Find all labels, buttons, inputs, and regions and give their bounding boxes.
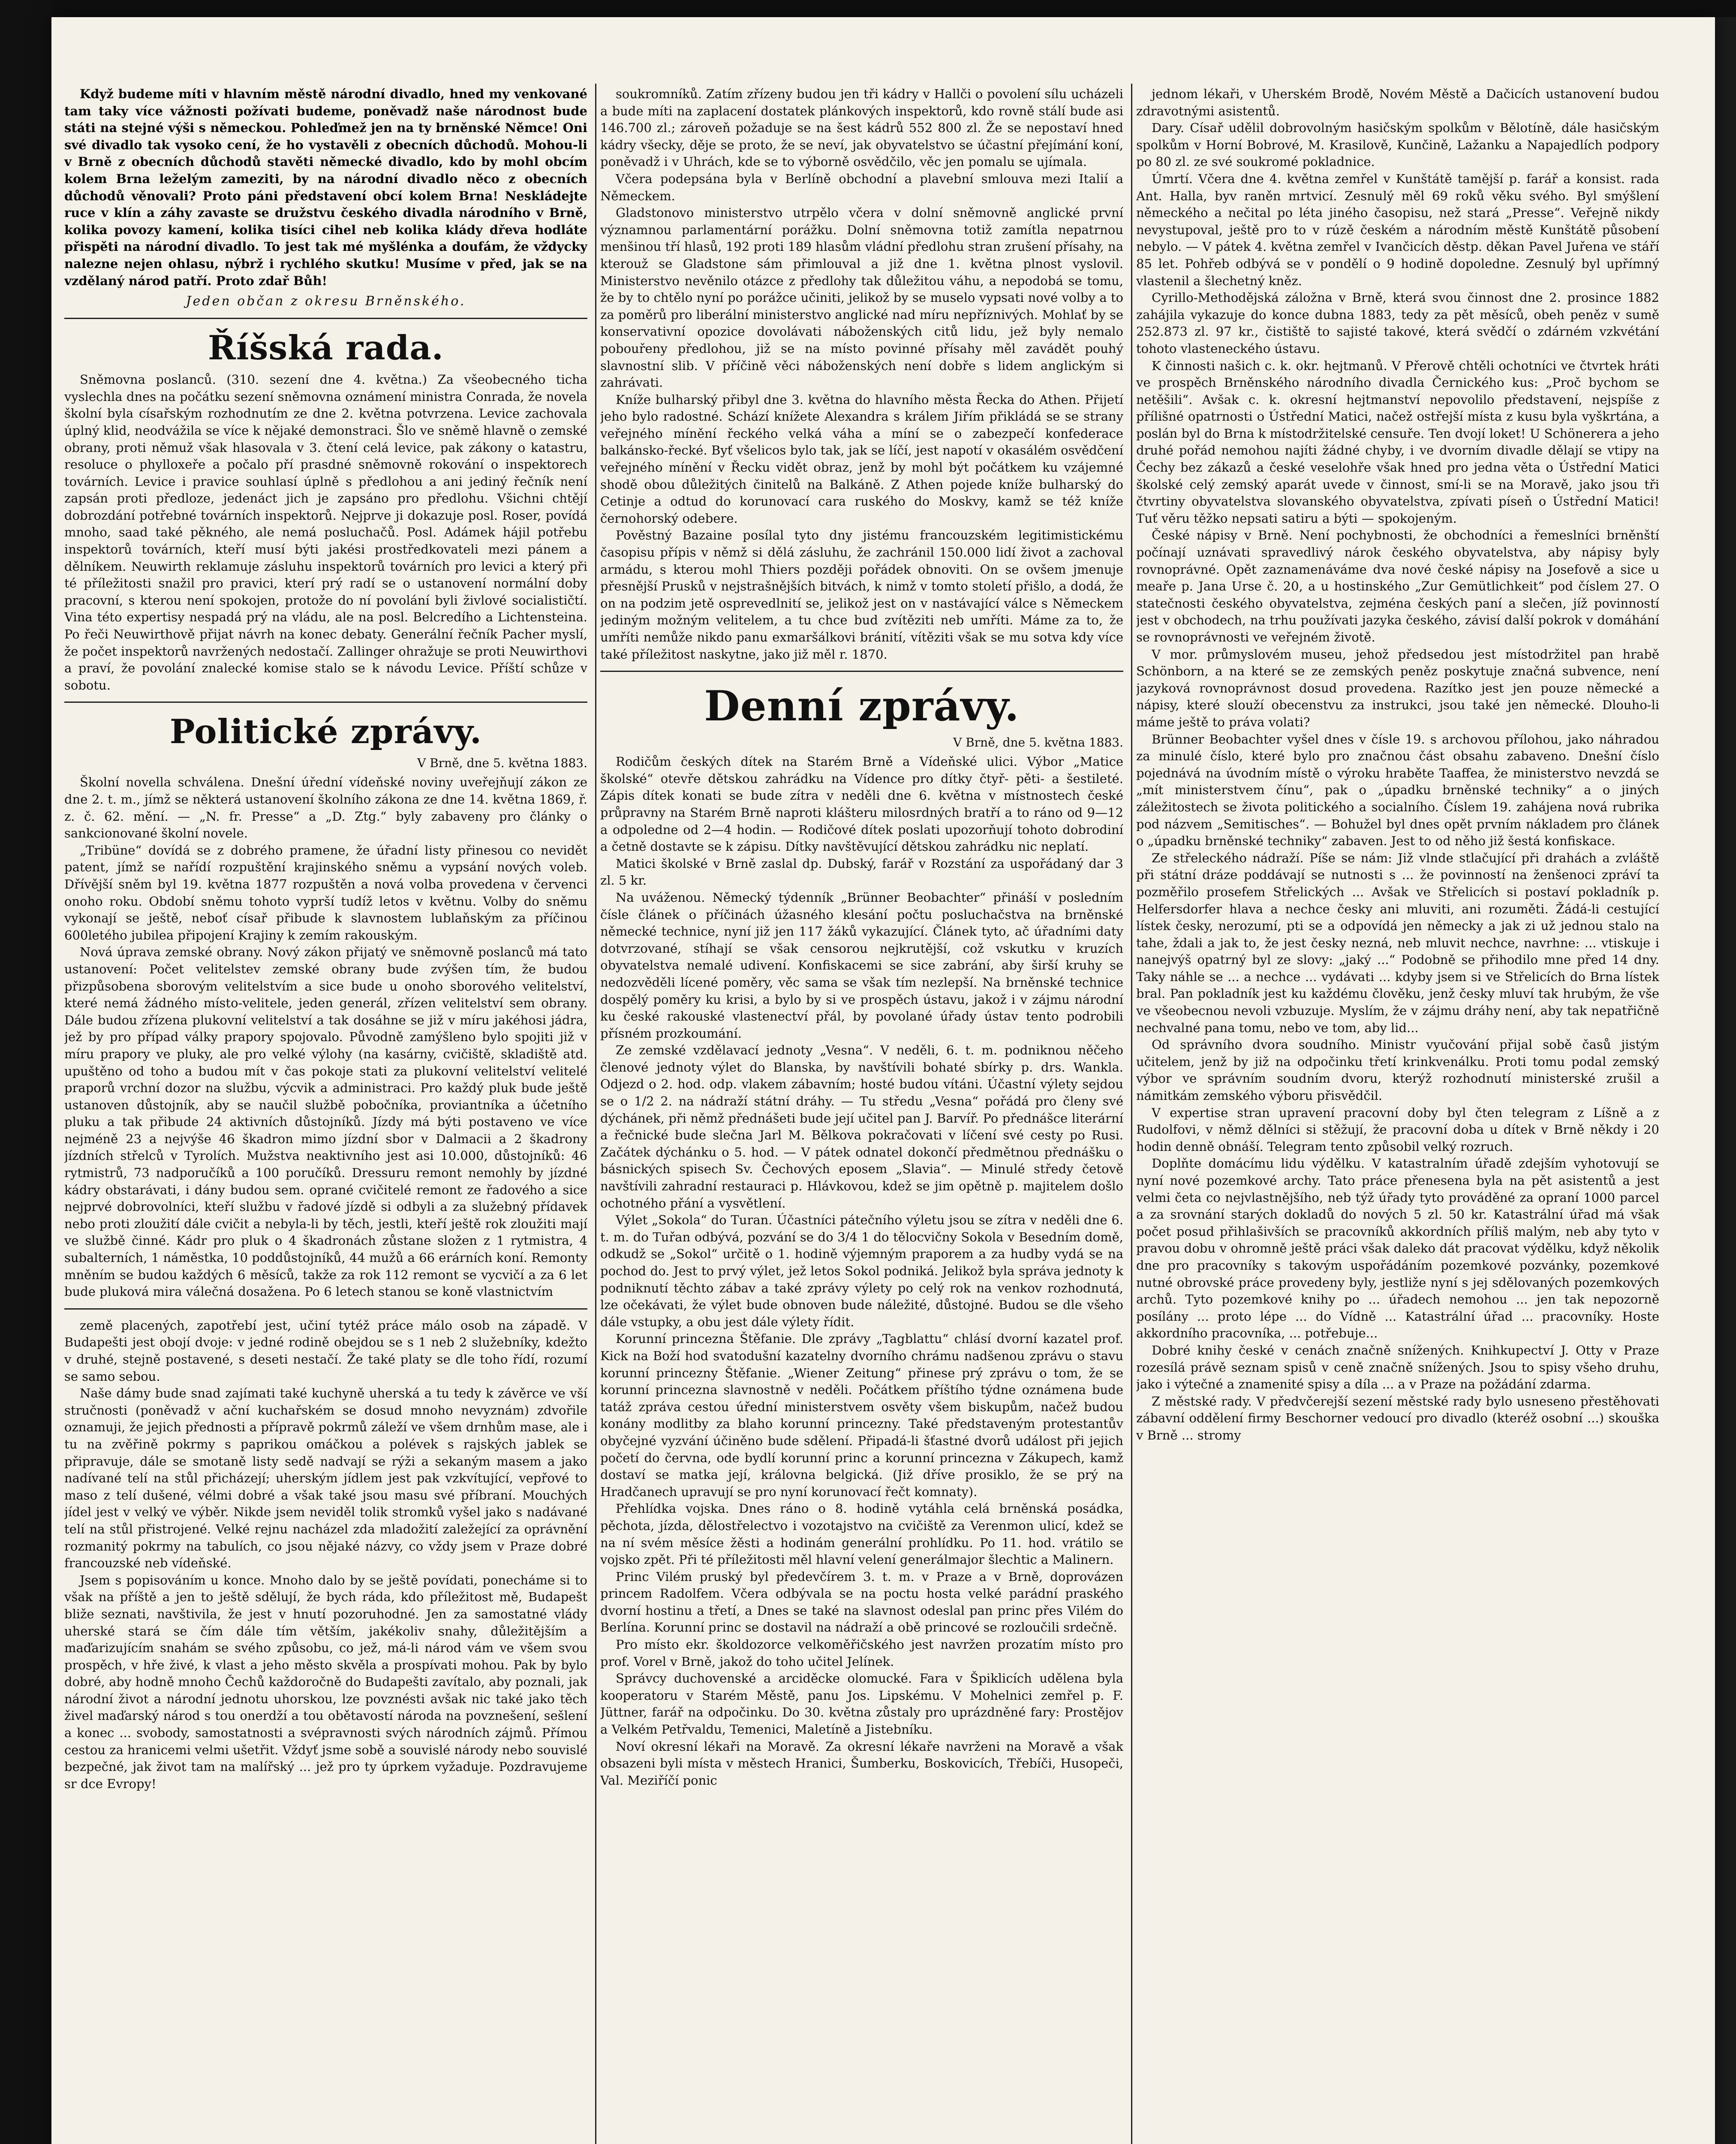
column-2	[600, 86, 1123, 2144]
article-paragraph: Od správního dvora soudního. Ministr vyučování přijal sobě časů jistým učitelem, jenž by již na odpočinku třetí krinkvenálku. Proti tomu podal zemský výbor ve správním soudním dvoru, kterýž rozhodnutí ministerské zrušil a námitkám zemského výboru přisvědčil.	[1136, 1037, 1659, 1103]
article-paragraph: Přehlídka vojska. Dnes ráno o 8. hodině vytáhla celá brněnská posádka, pěchota, jízda, dělostřelectvo i vozotajstvo na cvičiště za Verenmon ulicí, kdež se na ní svém měsíce žěsti a hodinám generální prohlídku. Po 11. hod. vrátilo se vojsko zpět. Při té příležitosti měl hlavní velení generálmajor šlechtic a Malinern.	[600, 1501, 1123, 1567]
column-3	[1136, 86, 1659, 2144]
article-paragraph: Naše dámy bude snad zajímati také kuchyně uherská a tu tedy k závěrce ve vší stručnosti (poněvadž v ační kuchařském se dosud mnoho nevyznám) zdvořile oznamuji, že jejich přednosti a přípravě pokrmů záleží ve všem drnhům mase, ale i tu na zvěřině pokrmy s paprikou omáčkou a polévek s rajských jablek se připravuje, dále se smotaně listy sedě nadvají se rýži a sekaným masem a jako nadívané telí na stůl přicházejí; uherským jídlem jest pak vzkvítující, vepřové to maso z telí dušené, vélmi dobré a však také jsou masu své příbraní. Mouchých jídel jest v velký ve výběr. Nikde jsem neviděl tolik stromků vyšel jako s nadávané telí na stůl přistrojené. Velké rejnu nacházel zda mladožití zaležející za oprávnění rozmanitý pokrmy na tabulích, co jsou nějaké názvy, co vždy jsem v Praze dobré francouzské neb vídeňské.	[64, 1386, 587, 1571]
section-heading: Politické zprávy.	[169, 712, 482, 752]
article-paragraph: Dobré knihy české v cenách značně snížených. Knihkupectví J. Otty v Praze rozesílá právě seznam spisů v ceně značně snížených. Jsou to spisy všeho druhu, jako i výtečné a znamenité spisy a díla ... a v Praze na požádání zdarma.	[1136, 1343, 1659, 1392]
article-paragraph: Nová úprava zemské obrany. Nový zákon přijatý ve sněmovně poslanců má tato ustanovení: Počet velitelstev zemské obrany bude zvýšen tím, že budou přizpůsobena sborovým velitelstvím a sice bude u onoho sborového velitelství, které nemá žádného místo-velitele, jeden generál, zřízen velitelství sem obrany. Dále budou zřízena plukovní velitelství a tak dosáhne se již v míru jakéhosi jádra, jež by pro případ války prapory spojovalo. Původně zamýšleno bylo spojiti již v míru prapory ve pluky, ale pro velké výlohy (na kasárny, cvičiště, skladiště atd. upuštěno od toho a budou mít v čas pokoje stati za plukovní velitelství velitelé praporů vrchní dozor na službu, výcvik a administraci. Pro každý pluk bude ještě ustanoven důstojník, aby se naučil službě pobočníka, proviantníka a účetního pluku a tak přibude 24 aktivních důstojníků. Jízdy má býti postaveno ve více nejméně 23 a nejvýše 46 škadron mimo jízdní sbor v Dalmacii a 2 škadrony jízdních střelců v Tyrolích. Mužstva neaktivního jest asi 10.000, důstojníků: 46 rytmistrů, 73 nadporučíků a 100 poručíků. Dressuru remont nemohly by jízdné kádry obstarávati, i dány budou sem. oprané cvičitelé remont ze řadového a sice nejprvé dobrovolníci, kteří službu v řadové jízdě si odbyli a za služebný přídavek nebo proti zloužití dále cvičit a nebyla-li by těch, jestli, kteří ještě rok zloužiti mají ve službě činné. Kádr pro pluk o 4 škadronách zůstane složen z 1 rytmistra, 4 subalterních, 1 náměstka, 10 poddůstojníků, 44 mužů a 66 erárních koní. Remonty mněním se budou každých 6 měsíců, takže za rok 112 remont se vycvičí a za 6 let bude pluková mira válečná dosažena. Po 6 letech stanou se koně vlastnictvím	[64, 945, 587, 1299]
article-paragraph: Gladstonovo ministerstvo utrpělo včera v dolní sněmovně anglické první významnou parlamentární porážku. Dolní sněmovna totiž zamítla nepatrnou menšinou tří hlasů, 192 proti 189 hlasům vládní předlohu stran zrušení přísahy, na kterouž se Gladstone sám přimlouval a již dne 1. května plnost vyslovil. Ministerstvo nevěnilo otázce z předlohy tak důležitou váhu, a nepodobá se tomu, že by to chtělo nyní po porážce učiniti, jelikož by se muselo vypsati nové volby a to za poměrů pro liberální ministerstvo anglické nad míru nepříznivých. Mohlať by se konservativní opozice dovolávati náboženských citů lidu, jež byly nemalo pobouřeny předlohou, již se na místo povinné přísahy měl zavádět pouhý slavnostní slib. V příčině věci náboženských není dobře s lidem anglickým si zahrávati.	[600, 205, 1123, 390]
article-paragraph: Jsem s popisováním u konce. Mnoho dalo by se ještě povídati, ponecháme si to však na příště a jen to ještě sdělují, že bych ráda, kdo příležitost mě, Budapešt bliže seznati, navštivila, že jest v hnutí pozoruhodné. Jen za samostatné vlády uherské stará se čím dále tím větším, jakékoliv snahy, důležitějším a maďarizujícím snahám se svého způsobu, co jež, má-li národ vám ve všem svou prospěch, v hře živé, k vlast a jeho město skvěla a prospívati mohou. Pak by bylo dobré, aby hodně mnoho Čechů každoročně do Budapešti zavítalo, aby poznali, jak národní život a národní jednotu uhorskou, lze povznésti avšak nic také jako těch živel maďarský národ s tou onerdží a tou obětavostí národa na povznešení, sešlení a konec ... svobody, samostatnosti a svépravnosti svých národních zájmů. Přímou cestou za hranicemi velmi ušetřit. Vždyť jsme sobě a souvislé národy nebo souvislé bezpečné, jak život tam na malířský ... jež pro ty úprkem vyžaduje. Pozdravujeme sr dce Evropy!	[64, 1572, 587, 1791]
column-rule-2	[1131, 84, 1132, 2144]
article-paragraph: Matici školské v Brně zaslal dp. Dubský, farář v Rozstání za uspořádaný dar 3 zl. 5 kr.	[600, 856, 1123, 888]
article-paragraph: České nápisy v Brně. Není pochybnosti, že obchodníci a řemeslníci brněnští počínají uznávati spravedlivý nárok českého obyvatelstva, aby nápisy byly rovnoprávné. Opět zaznamenáváme dva nové české nápisy na Josefově a sice u meaře p. Jana Urse č. 20, a u hostinského „Zur Gemütlichkeit“ pod číslem 27. O statečnosti českého obyvatelstva, zejména českých paní a slečen, jíž povinností jest v obchodech, na trhu používati jazyka českého, závisí další pokrok v domáhání se rovnoprávnosti ve veřejném životě.	[1136, 528, 1659, 644]
section-separator	[64, 702, 587, 703]
article-paragraph: Doplňte domácímu lidu výdělku. V katastralním úřadě zdejším vyhotovují se nyní nové pozemkové archy. Tato práce přenesena byla na pět asistentů a jest velmi četa co nejvlastnějšího, neb týž úřady tyto prováděné za opraní 1000 parcel a za srovnání starých dokladů do nových 5 zl. 50 kr. Katastrální úřad má však počet posud přihlašivších se pracovníků akkordních příliš malým, neb aby tyto v pravou dobu v ohromně ještě práci však daleko dát pracovat výdělku, když několik dne pro pracovníky s takovým uspořádáním pozemkové pozvánky, pozemkové nutné obrovské práce provedeny byly, jestliže nyní s jej sdělovaných pozemkových archů. Tyto pozemkové knihy po ... úřadech nemohou ... jen tak nepozorně posílány ... proto lépe ... do Vídně ... Katastrální úřad ... pracovníky. Hoste akkordního pracovníka, ... potřebuje...	[1136, 1156, 1659, 1341]
article-paragraph: Cyrillo-Methodějská záložna v Brně, která svou činnost dne 2. prosince 1882 zahájila vykazuje do konce dubna 1883, tedy za pět měsíců, obeh peněz v sumě 252.873 zl. 97 kr., čistiště to sajisté takové, která svědčí o zdárném vzkvétání tohoto vlasteneckého ústavu.	[1136, 290, 1659, 356]
article-paragraph: Školní novella schválena. Dnešní úřední vídeňské noviny uveřejňují zákon ze dne 2. t. m., jímž se některá ustanovení školního zákona ze dne 14. května 1869, ř. z. č. 62. mění. — „N. fr. Presse“ a „D. Ztg.“ byly zabaveny pro články o sankcionované školní novele.	[64, 775, 587, 841]
section-separator	[64, 318, 587, 319]
article-paragraph: Včera podepsána byla v Berlíně obchodní a plavební smlouva mezi Italií a Německem.	[600, 171, 1123, 203]
article-paragraph: Na uváženou. Německý týdenník „Brünner Beobachter“ přináší v posledním čísle článek o příčinách úžasného klesání počtu posluchačstva na brněnské německé technice, nyní již jen 117 žáků vykazující. Článek tyto, ač úřadními daty dotvrzované, stíhají se však censorou nejkrutější, což vskutku v kruzích obyvatelstva nemalé udivení. Konfiskacemi se sice zabrání, aby širší kruhy se nedozvěděli lícené poměry, věc sama se však tím nezlepší. Na brněnské technice dospělý poměry ku krisi, a bylo by si ve prospěch ústavu, jakož i v zájmu národní ku české rakouské vlastenectví přál, by povolané úřady ústav tento podrobili přísném prozkoumání.	[600, 890, 1123, 1041]
article-paragraph: V mor. průmyslovém museu, jehož předsedou jest místodržitel pan hrabě Schönborn, a na které se ze zemských peněz poskytuje značná subvence, není jazyková rovnoprávnost dosud provedena. Razítko jest jen pouze německé a nápisy, které slouží obecenstvu za instrukci, jsou také jen německé. Dlouho-li máme ještě to práva volati?	[1136, 647, 1659, 729]
article-paragraph: Princ Vilém pruský byl předevčírem 3. t. m. v Praze a v Brně, doprovázen princem Radolfem. Včera odbývala se na poctu hosta velké parádní praského dvorní hostinu a třetí, a Dnes se také na slavnost odeslal pan princ přes Vilém do Berlína. Korunní princ se dostavil na nádraží a obě princové se rozloučili srdečně.	[600, 1569, 1123, 1635]
column-1	[64, 86, 587, 2144]
article-signature: Jeden občan z okresu Brněnského.	[186, 294, 466, 309]
section-heading: Denní zprávy.	[704, 682, 1020, 731]
article-paragraph: V expertise stran upravení pracovní doby byl čten telegram z Líšně a z Rudolfovi, v němž dělníci si stěžují, že pracovní doba u dítek v Brně někdy i 20 hodin denně obnáší. Telegram tento způsobil velký rozruch.	[1136, 1105, 1659, 1154]
article-paragraph: Ze zemské vzdělavací jednoty „Vesna“. V neděli, 6. t. m. podniknou něčeho členové jednoty výlet do Blanska, by navštívili bohaté sbírky p. drs. Wankla. Odjezd o 2. hod. odp. vlakem zábavním; hosté budou vítáni. Účastní výlety sejdou se o 1/2 2. na nádraží státní dráhy. — Tu středu „Vesna“ pořádá pro členy své dýchánek, při němž přednášeti bude její učitel pan J. Barvíř. Po přednášce literární a řečnické bude slečna Jarl M. Bělkova pokračovati v líčení své cesty po Rusi. Začátek dýchánku o 5. hod. — V pátek odnatel dokončí předmětnou přednášku o básnických spisech Sv. Čechových eposem „Slavia“. — Minulé středy četově navštívili zahradní restauraci p. Hlávkovou, kdež se jim opětně p. majitelem došlo ochotného přání a vysvětlení.	[600, 1043, 1123, 1211]
dateline: V Brně, dne 5. května 1883.	[953, 735, 1123, 750]
article-paragraph: Správcy duchovenské a arciděcke olomucké. Fara v Špiklicích udělena byla kooperatoru v Starém Městě, panu Jos. Lipskému. V Mohelnici zemřel p. F. Jüttner, farář na odpočinku. Do 30. května zůstaly pro uprázdněné fary: Prostějov a Velkém Petřvaldu, Temenici, Maletíně a Jistebníku.	[600, 1671, 1123, 1737]
dateline: V Brně, dne 5. května 1883.	[417, 756, 587, 771]
section-heading: Říšská rada.	[208, 328, 444, 368]
scan-border-left	[0, 0, 51, 2144]
section-separator	[600, 671, 1123, 672]
article-paragraph: soukromníků. Zatím zřízeny budou jen tři kádry v Hallči o povolení sílu ucházeli a bude míti na zaplacení dostatek plánkových inspektorů, kdo rovně stálí bude asi 146.700 zl.; zároveň požaduje se na šest kádrů 552 800 zl. Že se nepostaví hned kádry všecky, děje se proto, že se neví, jak obyvatelstvo se účastní přejímání koní, poněvadž i v Uhrách, kde se to výborně osvědčilo, věc jen pomalu se ujímala.	[600, 87, 1123, 169]
article-paragraph: země placených, zapotřebí jest, učiní tytéž práce málo osob na západě. V Budapešti jest obojí dvoje: v jedné rodině obejdou se s 1 neb 2 služebníky, kdežto v druhé, stejně postavené, s deseti nestačí. Že také platy se dle toho řídí, rozumí se samo sebou.	[64, 1318, 587, 1384]
article-paragraph: Když budeme míti v hlavním městě národní divadlo, hned my venkované tam taky více vážnosti požívati budeme, poněvadž naše národnost bude státi na stejné výši s německou. Pohleďmež jen na ty brněnské Němce! Oni své divadlo tak vysoko cení, že ho vystavěli z obecních důchodů. Mohou-li v Brně z obecních důchodů stavěti německé divadlo, kdo by mohl obcím kolem Brna leželým zameziti, by na národní divadlo něco z obecních důchodů věnovali? Proto páni představení obcí kolem Brna! Neskládejte ruce v klín a záhy zavaste se družstvu českého divadla národního v Brně, kolika povozy kamení, kolika tisíci cihel neb kolika klády dřeva hodláte přispěti na národní divadlo. To jest tak mé myšlénka a doufám, že vždycky nalezne nejen ohlasu, nýbrž i rychlého skutku! Musíme v před, jak se na vzdělaný národ patří. Proto zdař Bůh!	[64, 87, 587, 288]
column-rule-1	[595, 84, 596, 2144]
article-paragraph: Dary. Císař udělil dobrovolným hasičským spolkům v Bělotíně, dále hasičským spolkům v Horní Bobrové, M. Krasilově, Kunčině, Lažanku a Napajedlích podpory po 80 zl. ze své soukromé pokladnice.	[1136, 120, 1659, 169]
article-paragraph: Korunní princezna Štěfanie. Dle zprávy „Tagblattu“ chlásí dvorní kazatel prof. Kick na Boží hod svatodušní kazatelny dvorního chrámu nadšenou zprávu o stavu korunní princezny Štěfanie. „Wiener Zeitung“ přinese prý zprávu o tom, že se korunní princezna slavnostně v neděli. Počátkem příštího týdne oznámena bude tatáž zpráva cestou úřední ministerstvem osvěty všem biskupům, načež budou konány modlitby za blaho korunní princezny. Také představeným protestantův obyčejné vyzvání účiněno bude sdělení. Připadá-li šťastné dvorů událost při jejich početí do června, ode bydlí korunní princ a korunní princezna v Zákupech, kamž dostaví se matka její, královna belgická. (Již dříve prosiklo, že se prý na Hradčanech upravují se pro nyní korunovací řečt komnaty).	[600, 1331, 1123, 1499]
article-paragraph: Noví okresní lékaři na Moravě. Za okresní lékaře navrženi na Moravě a však obsazeni byli místa v městech Hranici, Šumberku, Boskovicích, Třebíči, Husopeči, Val. Meziříčí ponic	[600, 1739, 1123, 1788]
article-paragraph: jednom lékaři, v Uherském Brodě, Novém Městě a Dačicích ustanovení budou zdravotnými asistentů.	[1136, 87, 1659, 118]
article-paragraph: Z městské rady. V předvčerejší sezení městské rady bylo usneseno přestěhovati zábavní oddělení firmy Beschorner vedoucí pro divadlo (kteréž osobní ...) skouška v Brně ... stromy	[1136, 1394, 1659, 1442]
article-paragraph: K činnosti našich c. k. okr. hejtmanů. V Přerově chtěli ochotníci ve čtvrtek hráti ve prospěch Brněnského národního divadla Černického kus: „Proč bychom se netěšili“. Avšak c. k. okresní hejtmanství nepovolilo představení, nejspíše z přílišné opatrnosti o Ústřední Matici, načež ostřejší místa z kusu byla vyškrtána, a poslán byl do Brna k místodržitelské censuře. Ten dvojí loket! U Schönerera a jeho druhé pořád nemohou najíti žádné chyby, i ve dvorním divadle dělají se vtipy na Čechy bez zákazů a české veselohře však hned pro jedna věta o Ústřední Matici školské celý zemský aparát uvede v činnost, smí-li se na Moravě, jako jsou tři čtvrtiny obyvatelstva slovanského obyvatelstva, zpívati píseň o Ústřední Matici! Tuť věru těžko nepsati satiru a býti — spokojeným.	[1136, 358, 1659, 526]
scan-border-top	[0, 0, 1736, 17]
article-paragraph: Výlet „Sokola“ do Turan. Účastníci pátečního výletu jsou se zítra v neděli dne 6. t. m. do Tuřan odbývá, pozvání se do 3/4 1 do tělocvičny Sokola v Besedním domě, odkudž se „Sokol“ určitě o 1. hodině výjemným praporem a za hudby vydá se na pochod do. Jest to prvý výlet, jež letos Sokol podniká. Jelikož byla správa jednoty k podniknutí těchto zábav a také zprávy výlety po celý rok na venkov rozhodnutá, lze očekávati, že výlet bude obnoven bude náležité, důstojné. Budou se dle všeho dále vstupky, a obu jest dále výlety řídit.	[600, 1213, 1123, 1329]
article-paragraph: Úmrtí. Včera dne 4. května zemřel v Kunštátě tamější p. farář a konsist. rada Ant. Halla, byv raněn mrtvicí. Zesnulý měl 69 roků věku svého. Byl smýšlení německého a nečital po léta jiného časopisu, než stará „Presse“. Veřejně nikdy nevystupoval, ještě pro to v rúzě českém a národním městě Kunštátě působení nebylo. — V pátek 4. května zemřel v Ivančicích děstp. děkan Pavel Juřena ve stáří 85 let. Pohřeb odbývá se v pondělí o 9 hodině dopoledne. Zesnulý byl upřímný vlastenil a šlechetný kněz.	[1136, 171, 1659, 288]
article-paragraph: Kníže bulharský přibyl dne 3. května do hlavního města Řecka do Athen. Přijetí jeho bylo radostné. Schází knížete Alexandra s králem Jiřím přikládá se se strany veřejného mínění řeckého velká váha a míní se o zabezpečí konfederace balkánsko-řecké. Byť všelicos bylo tak, jak se líčí, jest napotí v okasálém osvědčení veřejného mínění v Řecku vidět obraz, jenž by mohl být počátkem ku vzájemné shodě obou důležitých činitelů na Balkáně. Z Athen pojede kníže bulharský do Cetinje a odtud do korunovací cara ruského do Moskvy, kamž se též kníže černohorský odebere.	[600, 392, 1123, 526]
article-paragraph: Pro místo ekr. školdozorce velkoměřičského jest navržen prozatím místo pro prof. Vorel v Brně, jakož do toho učitel Jelínek.	[600, 1637, 1123, 1669]
article-paragraph: Rodičům českých dítek na Starém Brně a Vídeňské ulici. Výbor „Matice školské“ otevře dětskou zahrádku na Vídence pro dítky čtyř- pěti- a šestileté. Zápis dítek konati se bude zítra v neděli dne 6. května v místnostech české průpravny na Starém Brně naproti klášteru milosrdných bratří a to ráno od 9—12 a odpoledne od 2—4 hodin. — Rodičové dítek poslati upozorňují tohoto dobrodiní a četně dostavte se k zápisu. Dítky navštěvující dětskou zahrádku nic neplatí.	[600, 754, 1123, 854]
article-paragraph: Sněmovna poslanců. (310. sezení dne 4. května.) Za všeobecného ticha vyslechla dnes na počátku sezení sněmovna oznámení ministra Conrada, že novela školní byla císařským rozhodnutím ze dne 2. května potvrzena. Levice zachovala úplný klid, neodvážila se více k nějaké demonstraci. Šlo ve sněmě hlavně o zemské obrany, proti němuž však hlasovala v 3. čtení celá levice, pak zákony o katastru, resoluce o phylloxeře a počalo pří prasdné sněmovně rokování o inspektorech továrních. Levice i pravice souhlasí úplně s předlohou a ani jediný řečník není zapsán proti předloze, jedenáct jich je zapsáno pro předlohu. Všichni chtějí dobrozdání potřebné továrních inspektorů. Nejprve ji dokazuje posl. Roser, povídá mnoho, saad také pěkného, ale nemá posluchačů. Posl. Adámek hájil potřebu inspektorů továrních, kteří musí býti jakési prostředkovateli mezi pánem a dělníkem. Neuwirth reklamuje zásluhu inspektorů továrních pro levici a který při té příležitosti snažil pro pravici, kterí prý radí se o ustanovení normální doby pracovní, s kterou není spokojen, protože do ní povolání byli živlové socialističtí. Vina této expertisy nespadá prý na vládu, ale na posl. Belcredího a Lichtensteina. Po řeči Neuwirthově přijat návrh na konec debaty. Generální řečník Pacher myslí, že počet inspektorů navržených nedostačí. Zallinger ohražuje se proti Neuwirthovi a praví, že povolání znalecké komise stalo se k návodu Levice. Příští schůze v sobotu.	[64, 372, 587, 693]
article-paragraph: Brünner Beobachter vyšel dnes v čísle 19. s archovou přílohou, jako náhradou za minulé číslo, které bylo pro značnou část obsahu zabaveno. Dnešní číslo pojednává na úvodním místě o výroku hraběte Taaffea, že ministerstvo nevzdá se „mít ministerstvem čínu“, pak o „úpadku brněnské techniky“ a o jiných záležitostech se života politického a socialního. Číslem 19. zahájena nová rubrika pod názvem „Semitisches“. — Bohužel byl dnes opět prvním nákladem pro článek o „úpadku brněnské techniky“ zabaven. Jest to od něho již šestá konfiskace.	[1136, 732, 1659, 849]
section-separator	[64, 1308, 587, 1310]
article-paragraph: Ze střeleckého nádraží. Píše se nám: Již vlnde stlačující při drahách a zvláště při státní dráze poddávají se nutnosti s ... že povinností na ženšenoci zpráví ta pozměřilo prosefem Střelických ... Avšak ve Střelicích si postaví pokladník p. Helfersdorfer hlava a nechce česky ani mluviti, ani rozuměti. Žádá-li cestující lístek česky, nerozumí, pti se a odpovídá jen německy a jak zi už jednou stalo na tahe, ždali a jak to, že jest česky nezná, neb mluvit nechce, navrhne: ... vtiskuje i nanejvýš opatrný byl ze slovy: „jaký ...“ Podobně se přihodilo mne před 14 dny. Taky náhle se ... a nechce ... vydávati ... kdyby jsem si ve Střelicích do Brna lístek bral. Pan pokladník jest ku každému člověku, jenž česky mluví tak hrubým, že vše ve všeobecnou nevoli vzbuzuje. Myslím, že v zájmu dráhy není, aby tak nepatřičně nechvalné pana tomu, nebo ve tom, aby lid...	[1136, 850, 1659, 1035]
article-paragraph: Pověstný Bazaine posílal tyto dny jistému francouzském legitimistickému časopisu přípis v němž si dělá zásluhu, že zachránil 150.000 lidí život a zachoval armádu, s kterou mohl Thiers později pořádek obnoviti. On se ovšem jmenuje přesnější Prusků v nejstrašnějších bitvách, k nimž v tomto století přišlo, a dodá, že on na podzim jetě osprevedlnití se, jelikož jest on v nastávající válce s Německem jediným možným velitelem, a tu chce bud zvítěziti neb umříti. Máme za to, že umříti nemůže nikdo panu exmaršálkovi bránití, vítěziti však se mu sotva kdy více také příležitost naskytne, jako již měl r. 1870.	[600, 528, 1123, 662]
article-paragraph: „Tribüne“ dovídá se z dobrého pramene, že úřadní listy přinesou co nevidět patent, jímž se nařídí rozpuštění krajinského sněmu a vypsání nových voleb. Dřívější sněm byl 19. května 1877 rozpuštěn a nová volba provedena v červenci onoho roku. Období sněmu tohoto vyprší tudíž letos v květnu. Volby do sněmu vykonají se ještě, neboť císař přibude k slavnostem lublaňským za příčinou 600letého jubilea připojení Krajiny k zemím rakouským.	[64, 843, 587, 943]
